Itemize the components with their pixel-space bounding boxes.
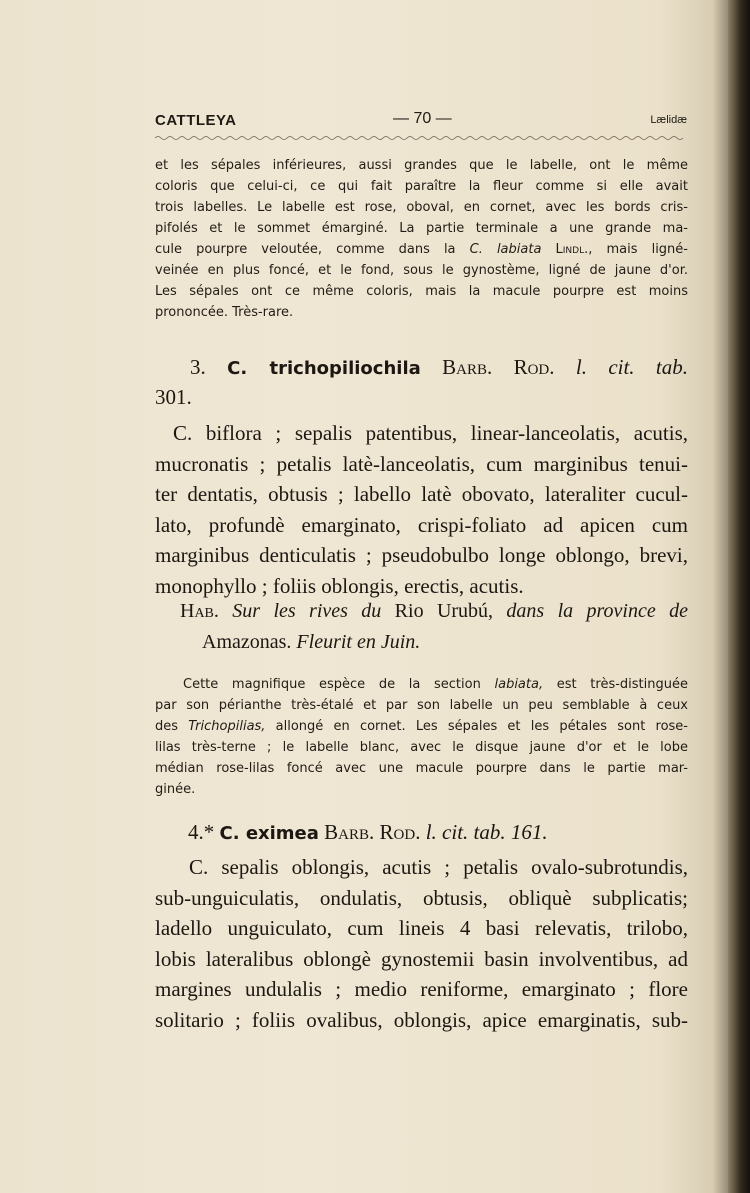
text-line: et les sépales inférieures, aussi grandes que le labelle, ont le même (155, 158, 688, 173)
text-line: prononcée. Très-rare. (155, 305, 294, 320)
running-title: CATTLEYA (155, 112, 237, 129)
species-3-heading (190, 352, 688, 385)
note-line: par son périanthe très-étalé et par son labelle un peu semblable à ceux (155, 698, 688, 713)
book-spine-shadow (728, 0, 750, 1193)
habitat-line (180, 596, 688, 627)
species-number: 4.* (188, 820, 215, 844)
species-3-note (155, 674, 688, 800)
species-number: 3. (190, 355, 206, 379)
reference-taxon: C. labiata (469, 242, 542, 257)
plate-number: 301. (155, 385, 192, 409)
habitat-text: dans la province de (506, 600, 688, 622)
text-fragment: est très-distinguée (556, 677, 688, 692)
species-3-plate (155, 382, 688, 413)
note-line (155, 674, 688, 695)
description-line: C. biflora ; sepalis patentibus, linear-lanceolatis, acutis, (173, 421, 688, 445)
description-line: mucronatis ; petalis latè-lanceolatis, cum marginibus tenui- (155, 451, 688, 476)
species-name: C. eximea (219, 823, 319, 844)
species-heading-line (188, 817, 688, 850)
page-number: — 70 — (393, 110, 452, 127)
description-line: monophyllo ; foliis oblongis, erectis, acutis. (155, 573, 524, 598)
description-line: ter dentatis, obtusis ; labello latè obovato, lateraliter cucul- (155, 482, 688, 506)
text-line: pifolés et le sommet émarginé. La partie terminale a une grande ma- (155, 221, 688, 236)
text-line: coloris que celui-ci, ce qui fait paraître la fleur comme si elle avait (155, 179, 688, 194)
text-fragment: cule pourpre veloutée, comme dans la (155, 242, 456, 257)
habitat-line (180, 627, 688, 658)
species-3-description (155, 418, 688, 601)
species-author: Barb. Rod. (442, 355, 555, 379)
genus-name: Trichopilias, (188, 719, 266, 734)
header-wavy-rule (155, 135, 687, 141)
habitat-river: Rio Urubú, (394, 600, 494, 622)
habitat-flowering: Fleurit en Juin. (296, 630, 421, 653)
description-line: sub-unguiculatis, ondulatis, obtusis, obliquè subplicatis; (155, 885, 688, 910)
note-line (155, 716, 688, 737)
text-line: trois labelles. Le labelle est rose, oboval, en cornet, avec les bords cris- (155, 200, 688, 215)
text-fragment: des (155, 719, 179, 734)
species-citation: l. cit. tab. 161. (425, 820, 548, 844)
habitat-state: Amazonas. (202, 630, 292, 653)
note-line: médian rose-lilas foncé avec une macule pourpre dans le partie mar- (155, 761, 688, 776)
text-fragment: , mais ligné- (588, 242, 688, 257)
habitat-text: Sur les rives du (232, 600, 382, 622)
section-name: labiata, (494, 677, 544, 692)
text-fragment: allongé en cornet. Les sépales et les pétales sont rose- (275, 719, 688, 734)
description-line: marginibus denticulatis ; pseudobulbo longe oblongo, brevi, (155, 543, 688, 567)
text-fragment: Cette magnifique espèce de la section (183, 677, 481, 692)
description-line: ladello unguiculato, cum lineis 4 basi relevatis, trilobo, (155, 916, 688, 940)
running-header (155, 112, 687, 134)
note-line: ginée. (155, 782, 196, 797)
habitat-label: Hab. (180, 600, 219, 622)
species-name: C. trichopiliochila (227, 358, 421, 379)
text-line: Les sépales ont ce même coloris, mais la macule pourpre est moins (155, 284, 688, 299)
species-4-description (155, 852, 688, 1035)
text-line-reference (155, 239, 688, 260)
reference-author: Lindl. (555, 242, 589, 257)
description-line: margines undulalis ; medio reniforme, emarginato ; flore (155, 977, 688, 1001)
family-name: Lælidæ (650, 114, 687, 126)
species-citation: l. cit. tab. (575, 355, 688, 379)
species-author: Barb. Rod. (324, 820, 421, 844)
species-heading-line (190, 352, 688, 385)
note-line: lilas très-terne ; le labelle blanc, avec le disque jaune d'or et le lobe (155, 740, 688, 755)
description-line: lobis lateralibus oblongè gynostemii basin involventibus, ad (155, 946, 688, 971)
species-4-heading (188, 817, 688, 850)
continued-paragraph (155, 155, 688, 323)
description-line: C. sepalis oblongis, acutis ; petalis ovalo-subrotundis, (189, 855, 688, 879)
species-3-habitat (180, 596, 688, 657)
description-line: lato, profundè emarginato, crispi-foliato ad apicen cum (155, 512, 688, 537)
text-line: veinée en plus foncé, et le fond, sous le gynostème, ligné de jaune d'or. (155, 263, 688, 278)
description-line: solitario ; foliis ovalibus, oblongis, apice emarginatis, sub- (155, 1007, 688, 1032)
